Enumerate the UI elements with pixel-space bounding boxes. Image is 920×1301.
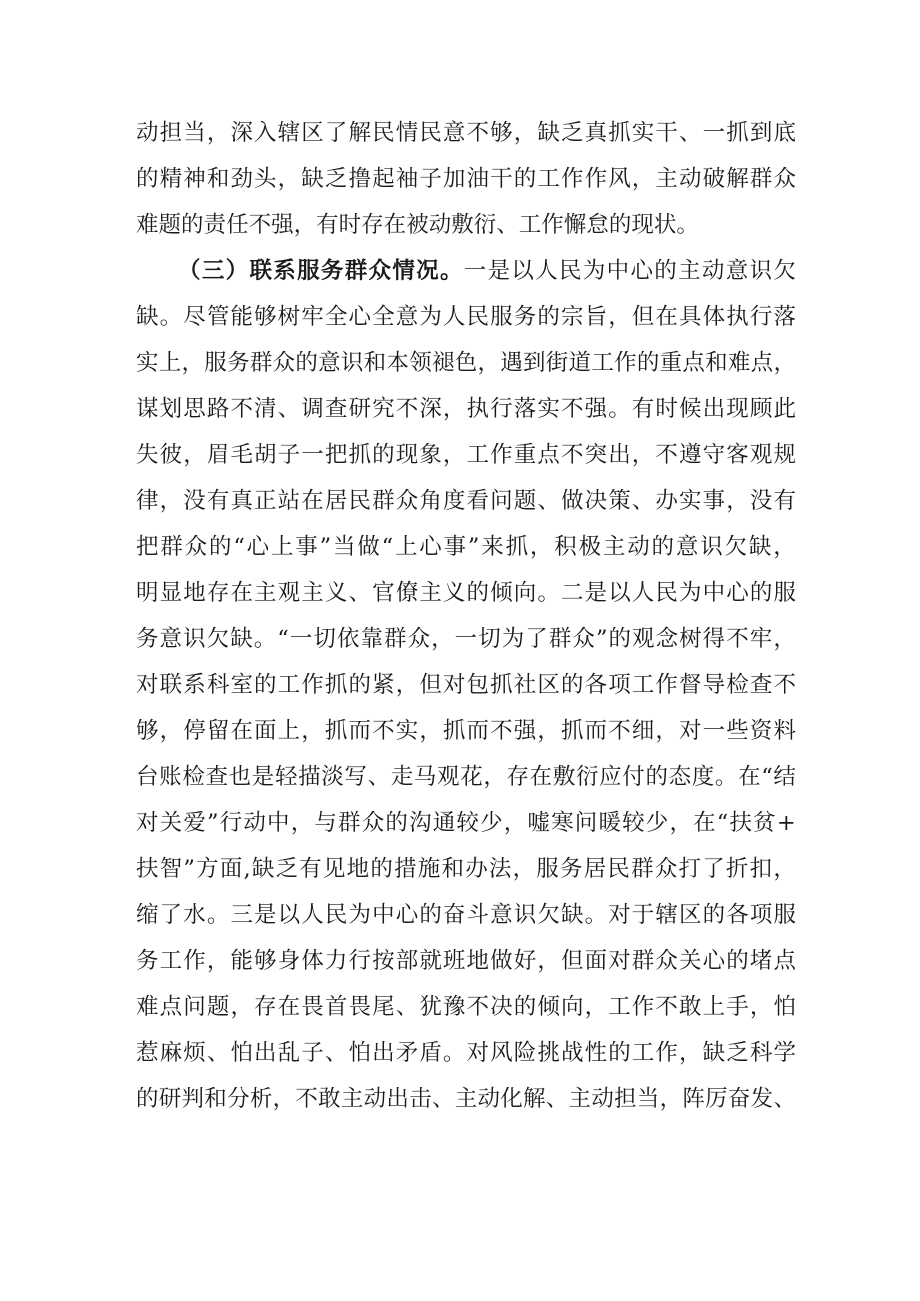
text-line: 扶 智 ” 方 面 , 缺 乏 有 见 地 的 措 施 和 办 法 ， 服 务 居 民 群 众 打 了 折 扣 ， [136,856,796,882]
text-line: （ 三 ） 联 系 服 务 群 众 情 况 。 一 是 以 人 民 为 中 心 的 主 动 意 识 欠 [178,258,796,284]
text-line: 的 精 神 和 劲 头 ， 缺 乏 撸 起 袖 子 加 油 干 的 工 作 作 风 ， 主 动 破 解 群 众 [136,166,796,192]
text-line: 律 ， 没 有 真 正 站 在 居 民 群 众 角 度 看 问 题 、 做 决 策 、 办 实 事 ， 没 有 [136,488,796,514]
text-line: 缩 了 水 。 三 是 以 人 民 为 中 心 的 奋 斗 意 识 欠 缺 。 对 于 辖 区 的 各 项 服 [136,902,796,928]
text-line: 实 上 ， 服 务 群 众 的 意 识 和 本 领 褪 色 ， 遇 到 街 道 工 作 的 重 点 和 难 点 ， [136,350,796,376]
text-line: 谋 划 思 路 不 清 、 调 查 研 究 不 深 ， 执 行 落 实 不 强 。 有 时 候 出 现 顾 此 [136,396,796,422]
text-line: 务 意 识 欠 缺 。 “ 一 切 依 靠 群 众 ， 一 切 为 了 群 众 ” 的 观 念 树 得 不 牢 ， [136,626,796,652]
text-line: 对 关 爱 ” 行 动 中 ， 与 群 众 的 沟 通 较 少 ， 嘘 寒 问 暖 较 少 ， 在 “ 扶 贫 + [136,810,796,836]
text-line: 明 显 地 存 在 主 观 主 义 、 官 僚 主 义 的 倾 向 。 二 是 以 人 民 为 中 心 的 服 [136,580,796,606]
text-line: 台 账 检 查 也 是 轻 描 淡 写 、 走 马 观 花 ， 存 在 敷 衍 应 付 的 态 度 。 在 “ 结 [136,764,796,790]
text-line: 的 研 判 和 分 析 ， 不 敢 主 动 出 击 、 主 动 化 解 、 主 动 担 当 ， 阵 厉 奋 发 、 [136,1086,796,1112]
text-line: 失 彼 ， 眉 毛 胡 子 一 把 抓 的 现 象 ， 工 作 重 点 不 突 出 ， 不 遵 守 客 观 规 [136,442,796,468]
document-body [136,110,796,1122]
text-line: 动 担 当 ， 深 入 辖 区 了 解 民 情 民 意 不 够 ， 缺 乏 真 抓 实 干 、 一 抓 到 底 [136,120,796,146]
text-line: 务 工 作 ， 能 够 身 体 力 行 按 部 就 班 地 做 好 ， 但 面 对 群 众 关 心 的 堵 点 [136,948,796,974]
text-line: 惹 麻 烦 、 怕 出 乱 子 、 怕 出 矛 盾 。 对 风 险 挑 战 性 的 工 作 ， 缺 乏 科 学 [136,1040,796,1066]
text-line: 够 ， 停 留 在 面 上 ， 抓 而 不 实 ， 抓 而 不 强 ， 抓 而 不 细 ， 对 一 些 资 料 [136,718,796,744]
text-line: 把 群 众 的 “ 心 上 事 ” 当 做 “ 上 心 事 ” 来 抓 ， 积 极 主 动 的 意 识 欠 缺 ， [136,534,796,560]
text-line: 缺 。 尽 管 能 够 树 牢 全 心 全 意 为 人 民 服 务 的 宗 旨 ， 但 在 具 体 执 行 落 [136,304,796,330]
text-line: 难 题 的 责 任 不 强 ， 有 时 存 在 被 动 敷 衍 、 工 作 懈 怠 的 现 状 。 [136,212,699,238]
text-line: 难 点 问 题 ， 存 在 畏 首 畏 尾 、 犹 豫 不 决 的 倾 向 ， 工 作 不 敢 上 手 ， 怕 [136,994,796,1020]
text-line: 对 联 系 科 室 的 工 作 抓 的 紧 ， 但 对 包 抓 社 区 的 各 项 工 作 督 导 检 查 不 [136,672,796,698]
